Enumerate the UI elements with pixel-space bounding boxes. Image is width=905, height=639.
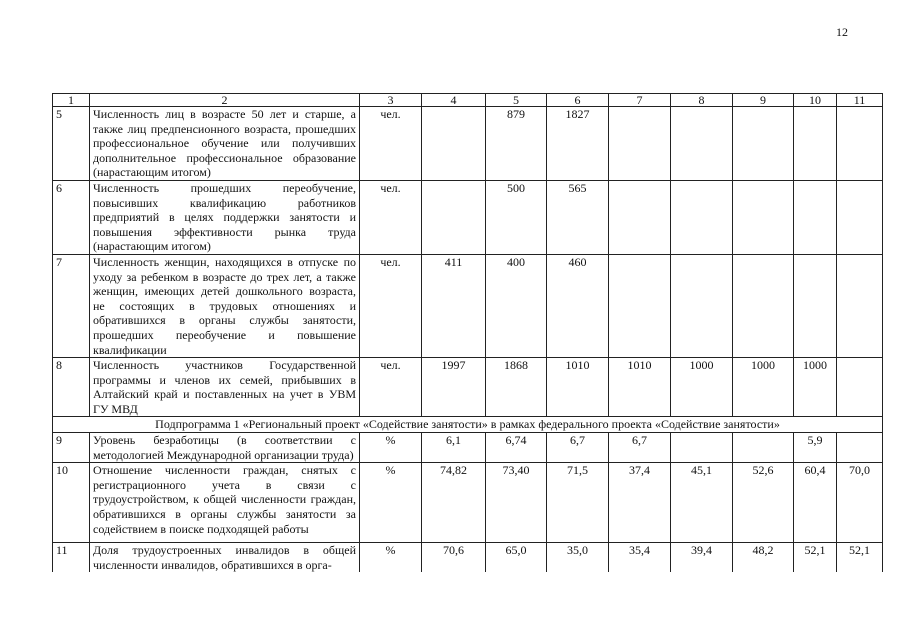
value-cell: 45,1 <box>671 463 733 543</box>
column-header-row <box>53 94 883 107</box>
value-cell: 1010 <box>609 358 671 417</box>
indicator-name: Отношение численности граждан, снятых с регистрационного учета в связи с трудоустройством, к общей численности граждан, обратившихся в органы службы занятости за содействием в поиске подходящей работы <box>90 463 360 543</box>
unit-cell: % <box>360 433 422 463</box>
value-cell <box>671 433 733 463</box>
indicators-table <box>52 93 883 572</box>
row-number: 10 <box>53 463 90 543</box>
value-cell: 1000 <box>733 358 794 417</box>
value-cell: 52,1 <box>794 543 837 573</box>
value-cell <box>794 254 837 357</box>
row-number: 5 <box>53 107 90 181</box>
table-row <box>53 107 883 181</box>
value-cell: 70,0 <box>837 463 883 543</box>
indicator-name: Численность участников Государственной программы и членов их семей, прибывших в Алтайский край и поставленных на учет в УВМ ГУ МВД <box>90 358 360 417</box>
table-row <box>53 180 883 254</box>
unit-cell: чел. <box>360 358 422 417</box>
value-cell: 52,1 <box>837 543 883 573</box>
column-header: 11 <box>837 94 883 107</box>
value-cell <box>609 107 671 181</box>
indicator-name: Численность лиц в возрасте 50 лет и старше, а также лиц предпенсионного возраста, прошедших профессиональное обучение или получивших дополнительное профессиональное образование (нарастающим итогом) <box>90 107 360 181</box>
value-cell: 74,82 <box>422 463 486 543</box>
row-number: 6 <box>53 180 90 254</box>
value-cell <box>733 433 794 463</box>
table-row <box>53 358 883 417</box>
value-cell: 565 <box>547 180 609 254</box>
subprogram-row <box>53 417 883 433</box>
value-cell: 400 <box>486 254 547 357</box>
value-cell: 70,6 <box>422 543 486 573</box>
value-cell: 1000 <box>794 358 837 417</box>
value-cell: 1997 <box>422 358 486 417</box>
row-number: 8 <box>53 358 90 417</box>
subprogram-title: Подпрограмма 1 «Региональный проект «Содействие занятости» в рамках федерального проекта «Содействие занятости» <box>53 417 883 433</box>
value-cell <box>733 254 794 357</box>
value-cell: 1000 <box>671 358 733 417</box>
page-number: 12 <box>836 25 848 39</box>
value-cell: 60,4 <box>794 463 837 543</box>
value-cell <box>733 180 794 254</box>
value-cell: 460 <box>547 254 609 357</box>
unit-cell: % <box>360 463 422 543</box>
indicator-name: Уровень безработицы (в соответствии с методологией Международной организации труда) <box>90 433 360 463</box>
column-header: 8 <box>671 94 733 107</box>
value-cell: 5,9 <box>794 433 837 463</box>
value-cell: 879 <box>486 107 547 181</box>
column-header: 6 <box>547 94 609 107</box>
row-number: 9 <box>53 433 90 463</box>
value-cell: 6,7 <box>547 433 609 463</box>
value-cell <box>609 254 671 357</box>
value-cell <box>609 180 671 254</box>
column-header: 3 <box>360 94 422 107</box>
indicator-name: Доля трудоустроенных инвалидов в общей численности инвалидов, обратившихся в орга- <box>90 543 360 573</box>
column-header: 7 <box>609 94 671 107</box>
row-number: 11 <box>53 543 90 573</box>
value-cell <box>671 180 733 254</box>
unit-cell: чел. <box>360 254 422 357</box>
column-header: 1 <box>53 94 90 107</box>
value-cell <box>794 180 837 254</box>
value-cell: 500 <box>486 180 547 254</box>
value-cell <box>794 107 837 181</box>
unit-cell: % <box>360 543 422 573</box>
value-cell <box>837 358 883 417</box>
column-header: 4 <box>422 94 486 107</box>
column-header: 2 <box>90 94 360 107</box>
value-cell: 6,1 <box>422 433 486 463</box>
value-cell <box>422 180 486 254</box>
value-cell <box>671 107 733 181</box>
value-cell <box>671 254 733 357</box>
value-cell: 71,5 <box>547 463 609 543</box>
column-header: 10 <box>794 94 837 107</box>
value-cell: 48,2 <box>733 543 794 573</box>
value-cell <box>733 107 794 181</box>
column-header: 9 <box>733 94 794 107</box>
value-cell: 1827 <box>547 107 609 181</box>
value-cell <box>837 107 883 181</box>
value-cell: 411 <box>422 254 486 357</box>
value-cell: 1868 <box>486 358 547 417</box>
value-cell <box>422 107 486 181</box>
table-row <box>53 433 883 463</box>
value-cell: 73,40 <box>486 463 547 543</box>
row-number: 7 <box>53 254 90 357</box>
value-cell: 39,4 <box>671 543 733 573</box>
value-cell: 35,0 <box>547 543 609 573</box>
value-cell: 35,4 <box>609 543 671 573</box>
table-row <box>53 463 883 543</box>
value-cell: 6,74 <box>486 433 547 463</box>
value-cell: 1010 <box>547 358 609 417</box>
value-cell: 65,0 <box>486 543 547 573</box>
table-row <box>53 543 883 573</box>
indicator-name: Численность прошедших переобучение, повысивших квалификацию работников предприятий в целях поддержки занятости и повышения эффективности рынка труда (нарастающим итогом) <box>90 180 360 254</box>
value-cell <box>837 254 883 357</box>
table-row <box>53 254 883 357</box>
indicator-name: Численность женщин, находящихся в отпуске по уходу за ребенком в возрасте до трех лет, а также женщин, имеющих детей дошкольного возраста, не состоящих в трудовых отношениях и обратившихся в органы службы занятости, прошедших переобучение и повышение квалификации <box>90 254 360 357</box>
unit-cell: чел. <box>360 107 422 181</box>
column-header: 5 <box>486 94 547 107</box>
value-cell <box>837 433 883 463</box>
value-cell: 37,4 <box>609 463 671 543</box>
value-cell: 52,6 <box>733 463 794 543</box>
unit-cell: чел. <box>360 180 422 254</box>
value-cell <box>837 180 883 254</box>
value-cell: 6,7 <box>609 433 671 463</box>
